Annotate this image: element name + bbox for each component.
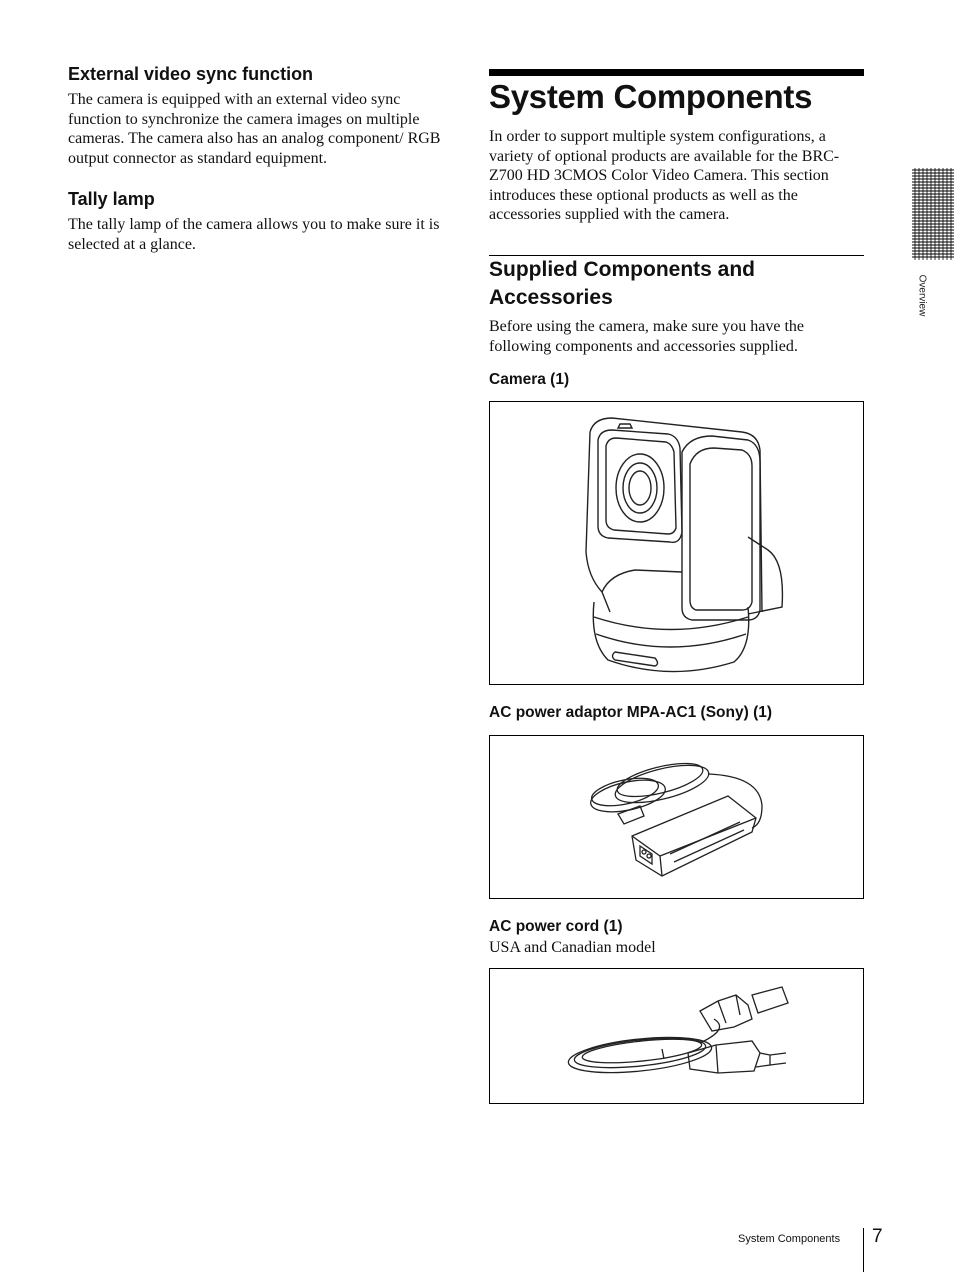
item-adaptor-label: AC power adaptor MPA-AC1 (Sony) (1) [489, 704, 773, 721]
item-cord-note: USA and Canadian model [489, 939, 656, 956]
section-heading: Supplied Components and Accessories [489, 258, 755, 309]
ptz-camera-icon [490, 402, 863, 684]
footer-divider [863, 1228, 864, 1272]
intro-text: In order to support multiple system configurations, a variety of optional products are available for the BRC-Z700 HD 3CMOS Color Video Camera. This section introduces these optional products as well as the accessories supplied with the camera. [489, 128, 840, 223]
cord-figure [489, 968, 864, 1104]
item-cord-label: AC power cord (1) [489, 918, 623, 935]
sync-body: The camera is equipped with an external video sync function to synchronize the camera images on multiple cameras. The camera also has an analog component/ RGB output connector as standard equipment. [68, 91, 441, 167]
title-bar [489, 69, 864, 76]
power-cord-icon [490, 969, 863, 1103]
sync-heading: External video sync function [68, 64, 314, 84]
tally-body: The tally lamp of the camera allows you to make sure it is selected at a glance. [68, 216, 440, 253]
footer-section-name: System Components [738, 1233, 841, 1245]
item-camera-label: Camera (1) [489, 371, 570, 388]
section-tab-label: Overview [916, 274, 928, 317]
page-number: 7 [872, 1226, 883, 1247]
section-intro: Before using the camera, make sure you have the following components and accessories supplied. [489, 318, 804, 355]
ac-adaptor-icon [490, 736, 863, 898]
page-title: System Components [489, 78, 813, 115]
adaptor-figure [489, 735, 864, 899]
tally-heading: Tally lamp [68, 189, 155, 209]
section-tab-marker [912, 168, 954, 260]
camera-figure [489, 401, 864, 685]
